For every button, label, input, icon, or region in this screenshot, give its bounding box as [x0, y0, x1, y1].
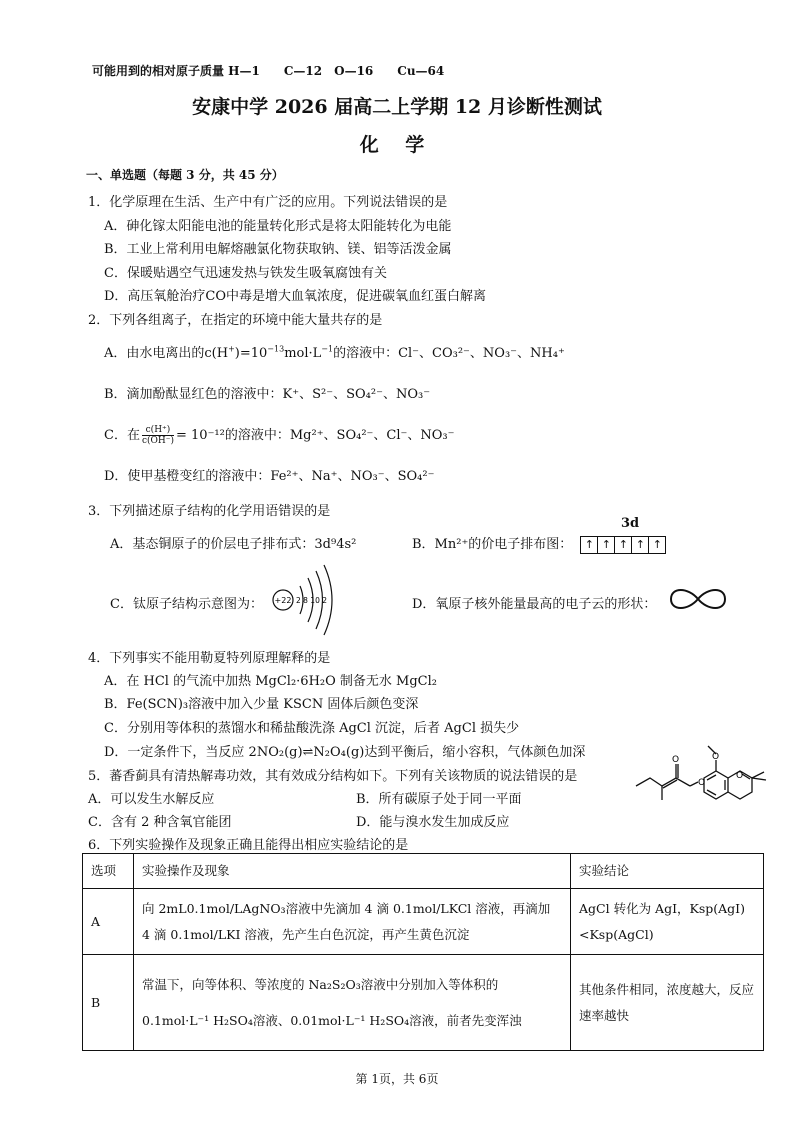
table-row [83, 955, 764, 1051]
q4-option-a: A．在 HCl 的气流中加热 MgCl₂·6H₂O 制备无水 MgCl₂ [104, 674, 437, 689]
table-cell-conclusion: 其他条件相同，浓度越大，反应速率越快 [571, 955, 764, 1051]
q5-stem: 5．蕃香蓟具有清热解毒功效，其有效成分结构如下。下列有关该物质的说法错误的是 [88, 769, 578, 784]
q4-option-d: D．一定条件下，当反应 2NO₂(g)⇌N₂O₄(g)达到平衡后，缩小容积，气体颜色加深 [104, 745, 586, 760]
table-cell-option: B [83, 955, 134, 1051]
titanium-atom-diagram [270, 563, 340, 637]
table-header-row [83, 854, 764, 889]
subject-title: 化 学 [359, 134, 435, 156]
svg-text:+22: +22 [274, 596, 292, 605]
table-cell-operation: 常温下，向等体积、等浓度的 Na₂S₂O₃溶液中分别加入等体积的 0.1mol·L⁻¹ H₂SO₄溶液、0.01mol·L⁻¹ H₂SO₄溶液，前者先变浑浊 [134, 955, 571, 1051]
section-heading: 一、单选题（每题 3 分，共 45 分） [86, 168, 284, 182]
svg-text:2 8 10 2: 2 8 10 2 [296, 596, 328, 605]
q3-stem: 3．下列描述原子结构的化学用语错误的是 [88, 504, 331, 519]
svg-text:O: O [672, 755, 680, 765]
svg-text:O: O [736, 771, 744, 781]
q2-option-b: B．滴加酚酞显红色的溶液中：K⁺、S²⁻、SO₄²⁻、NO₃⁻ [104, 387, 431, 402]
q2-option-d: D．使甲基橙变红的溶液中：Fe²⁺、Na⁺、NO₃⁻、SO₄²⁻ [104, 469, 435, 484]
atomic-masses-note: 可能用到的相对原子质量 H—1 C—12 O—16 Cu—64 [92, 64, 445, 78]
table-row [83, 889, 764, 955]
q5-option-a: A．可以发生水解反应 [88, 792, 215, 807]
q3-option-c: C．钛原子结构示意图为： [110, 597, 263, 612]
q4-option-b: B．Fe(SCN)₃溶液中加入少量 KSCN 固体后颜色变深 [104, 697, 419, 712]
experiment-table [82, 853, 764, 1051]
orbital-diagram: ↑ ↑ ↑ ↑ ↑ [580, 536, 666, 554]
q1-option-b: B．工业上常利用电解熔融氯化物获取钠、镁、铝等活泼金属 [104, 242, 452, 257]
q6-stem: 6．下列实验操作及现象正确且能得出相应实验结论的是 [88, 838, 409, 853]
q1-option-c: C．保暖贴遇空气迅速发热与铁发生吸氧腐蚀有关 [104, 266, 387, 281]
page-footer: 第 1页，共 6页 [355, 1072, 439, 1086]
svg-text:O: O [698, 778, 706, 788]
q1-option-d: D．高压氧舱治疗CO中毒是增大血氧浓度，促进碳氧血红蛋白解离 [104, 289, 487, 304]
q3-option-d: D．氧原子核外能量最高的电子云的形状： [412, 597, 657, 612]
q2-stem: 2．下列各组离子，在指定的环境中能大量共存的是 [88, 313, 383, 328]
q4-stem: 4．下列事实不能用勒夏特列原理解释的是 [88, 651, 331, 666]
q5-option-d: D．能与溴水发生加成反应 [356, 815, 510, 830]
table-header: 实验结论 [571, 854, 764, 889]
q2-option-a: A．由水电离出的$c(H^+)=10^{-13}mol\cdot L^{-1}$的溶液中：Cl⁻、CO₃²⁻、NO₃⁻、NH₄⁺ [104, 344, 565, 361]
q1-stem: 1．化学原理在生活、生产中有广泛的应用。下列说法错误的是 [88, 195, 448, 210]
q1-option-a: A．砷化镓太阳能电池的能量转化形式是将太阳能转化为电能 [104, 219, 452, 234]
svg-text:O: O [712, 752, 720, 762]
q3-option-a: A．基态铜原子的价层电子排布式：3d⁹4s² [110, 537, 357, 552]
table-cell-option: A [83, 889, 134, 955]
molecular-structure [632, 740, 772, 812]
p-orbital-shape [668, 585, 728, 613]
table-header: 实验操作及现象 [134, 854, 571, 889]
table-header: 选项 [83, 854, 134, 889]
q5-option-c: C．含有 2 种含氧官能团 [88, 815, 232, 830]
q3-option-b: B．Mn²⁺的价电子排布图： ↑ ↑ ↑ ↑ ↑ [412, 533, 666, 554]
fraction: $\frac{c(H^+)}{c(OH^-)}$ [141, 425, 174, 446]
q4-option-c: C．分别用等体积的蒸馏水和稀盐酸洗涤 AgCl 沉淀，后者 AgCl 损失少 [104, 721, 520, 736]
q2-option-c: C．在 $\frac{c(H^+)}{c(OH^-)}$ = 10⁻¹²的溶液中：Mg²⁺、SO₄²⁻、Cl⁻、NO₃⁻ [104, 425, 455, 446]
q5-option-b: B．所有碳原子处于同一平面 [356, 792, 522, 807]
orbital-label: 3d [621, 516, 640, 531]
table-cell-operation: 向 2mL0.1mol/LAgNO₃溶液中先滴加 4 滴 0.1mol/LKCl 溶液，再滴加 4 滴 0.1mol/LKI 溶液，先产生白色沉淀，再产生黄色沉淀 [134, 889, 571, 955]
table-cell-conclusion: AgCl 转化为 AgI，Ksp(AgI)<Ksp(AgCl) [571, 889, 764, 955]
exam-title: 安康中学 2026 届高二上学期 12 月诊断性测试 [192, 96, 602, 118]
